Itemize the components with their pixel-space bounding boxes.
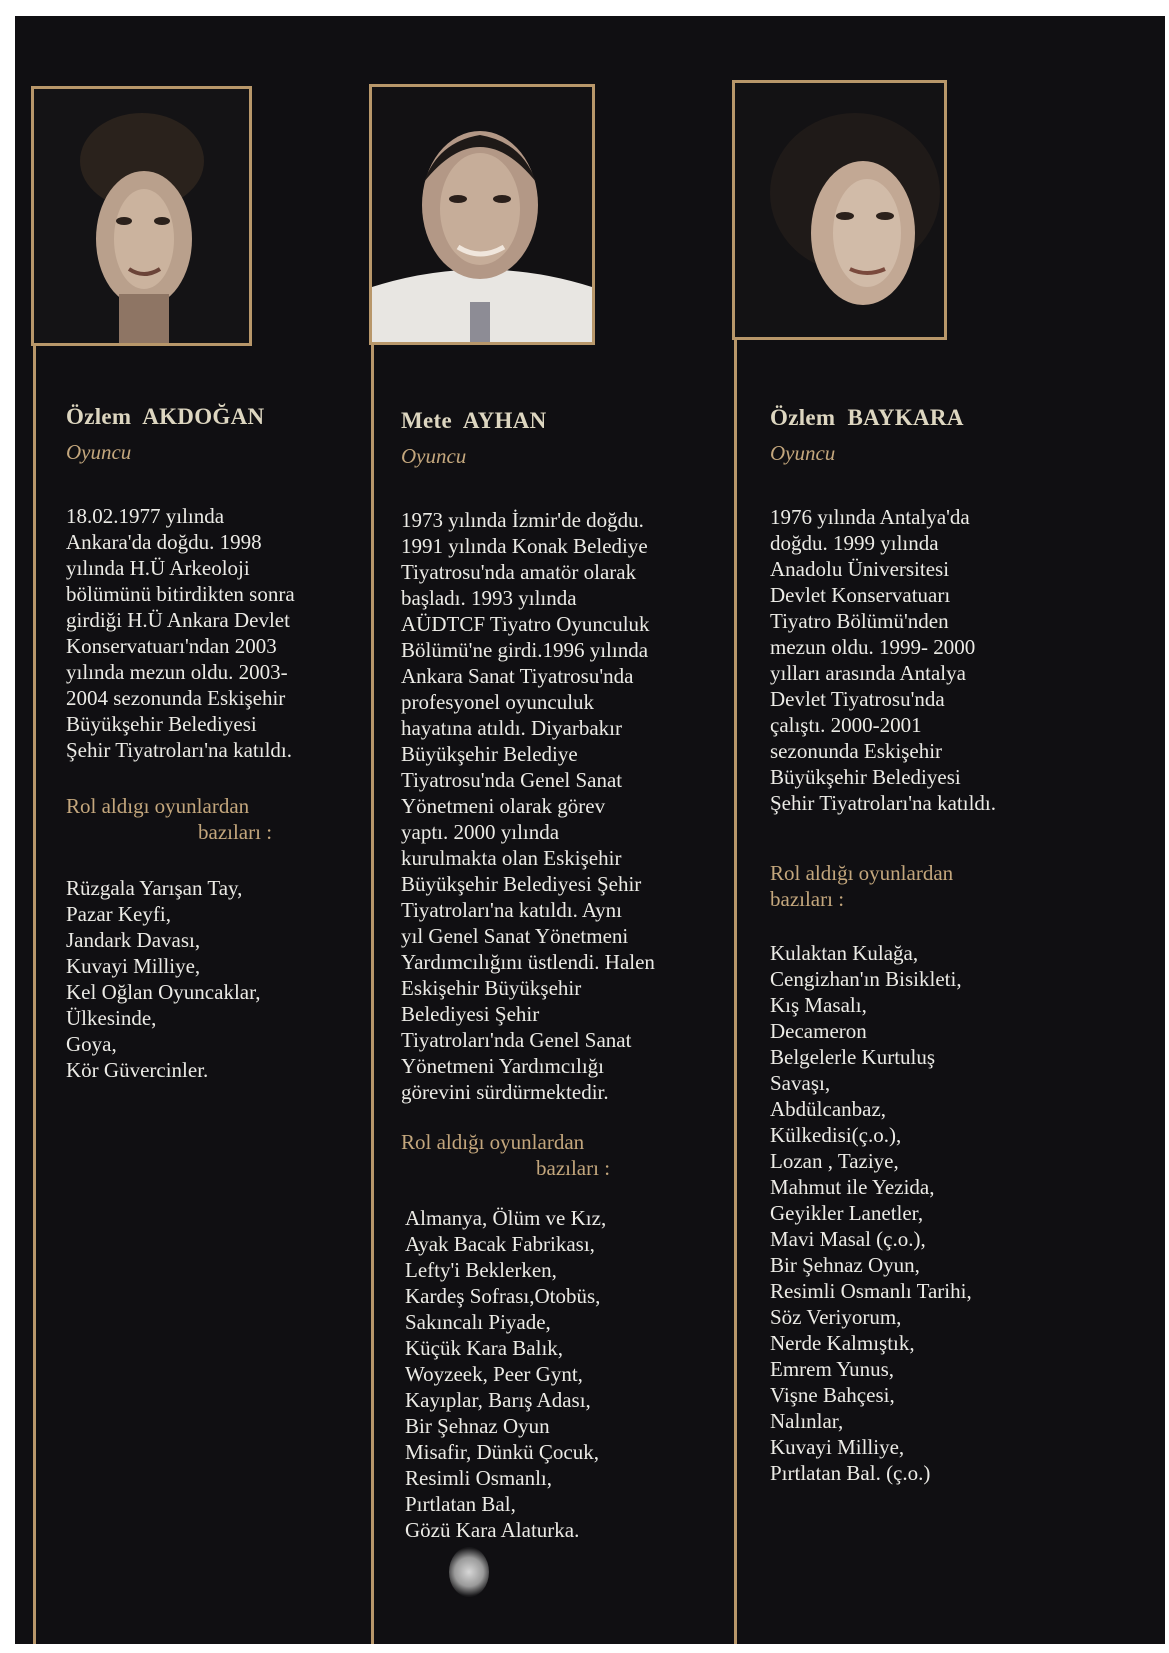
play-item: Goya,	[66, 1032, 117, 1056]
roles-heading-line-1: Rol aldığı oyunlardan	[770, 861, 954, 885]
actor-bio: 1973 yılında İzmir'de doğdu. 1991 yılında Konak Belediye Tiyatrosu'nda amatör olarak başladı. 1993 yılında AÜDTCF Tiyatro Oyunculuk Bölümü'ne girdi.1996 yılında Ankara Sanat Tiyatrosu'nda profesyonel oyunculuk hayatına atıldı. Diyarbakır Büyükşehir Belediye Tiyatrosu'nda Genel Sanat Yönetmeni olarak görev yaptı. 2000 yılında kurulmakta olan Eskişehir Büyükşehir Belediyesi Şehir Tiyatroları'na katıldı. Aynı yıl Genel Sanat Yönetmeni Yardımcılığını üstlendi. Halen Eskişehir Büyükşehir Belediyesi Şehir Tiyatroları'nda Genel Sanat Yönetmeni Yardımcılığı görevini sürdürmektedir.	[401, 508, 655, 1104]
gold-divider-line-3	[734, 338, 737, 1644]
play-item: Kulaktan Kulağa,	[770, 941, 919, 965]
play-item: Abdülcanbaz,	[770, 1097, 887, 1121]
play-item: Kayıplar, Barış Adası,	[405, 1388, 591, 1412]
actor-name	[66, 404, 366, 430]
play-item: Kör Güvercinler.	[66, 1058, 209, 1082]
gold-divider-line-1	[33, 344, 36, 1644]
play-item: Pazar Keyfi,	[66, 902, 171, 926]
play-item: Rüzgala Yarışan Tay,	[66, 876, 243, 900]
actor-bio: 18.02.1977 yılında Ankara'da doğdu. 1998 yılında H.Ü Arkeoloji bölümünü bitirdikten sonra girdiği H.Ü Ankara Devlet Konservatuarı'ndan 2003 yılında mezun oldu. 2003- 2004 sezonunda Eskişehir Büyükşehir Belediyesi Şehir Tiyatroları'na katıldı.	[66, 504, 295, 762]
plays-list	[770, 940, 1070, 1486]
play-item: Kış Masalı,	[770, 993, 867, 1017]
play-item: Pırtlatan Bal,	[405, 1492, 516, 1516]
roles-heading	[770, 860, 1070, 912]
roles-heading-line-2: bazıları :	[536, 1156, 611, 1180]
play-item: Woyzeek, Peer Gynt,	[405, 1362, 583, 1386]
play-item: Kel Oğlan Oyuncaklar,	[66, 980, 261, 1004]
plays-list	[66, 875, 366, 1083]
actor-name	[770, 405, 1070, 431]
play-item: Kuvayi Milliye,	[66, 954, 201, 978]
play-item: Jandark Davası,	[66, 928, 201, 952]
play-item: Gözü Kara Alaturka.	[405, 1518, 580, 1542]
gold-divider-line-2	[371, 343, 374, 1644]
portrait-photo-baykara	[735, 83, 944, 337]
roles-heading-line-2: bazıları :	[770, 887, 845, 911]
play-item: Misafir, Dünkü Çocuk,	[405, 1440, 599, 1464]
play-item: Sakıncalı Piyade,	[405, 1310, 551, 1334]
first-name: Mete	[401, 408, 452, 433]
play-item: Ayak Bacak Fabrikası,	[405, 1232, 595, 1256]
actor-column-ayhan	[401, 408, 711, 1543]
play-item: Bir Şehnaz Oyun,	[770, 1253, 920, 1277]
last-name: BAYKARA	[847, 405, 964, 430]
plays-list	[401, 1205, 711, 1543]
play-item: Ülkesinde,	[66, 1006, 157, 1030]
play-item: Söz Veriyorum,	[770, 1305, 902, 1329]
actor-bio: 1976 yılında Antalya'da doğdu. 1999 yılında Anadolu Üniversitesi Devlet Konservatuarı Tiyatro Bölümü'nden mezun oldu. 1999- 2000 yılları arasında Antalya Devlet Tiyatrosu'nda çalıştı. 2000-2001 sezonunda Eskişehir Büyükşehir Belediyesi Şehir Tiyatroları'na katıldı.	[770, 505, 997, 815]
play-item: Külkedisi(ç.o.),	[770, 1123, 902, 1147]
actor-role: Oyuncu	[66, 440, 132, 464]
play-item: Emrem Yunus,	[770, 1357, 895, 1381]
last-name: AKDOĞAN	[142, 404, 265, 429]
roles-heading-line-1: Rol aldıgı oyunlardan	[66, 794, 250, 818]
play-item: Almanya, Ölüm ve Kız,	[405, 1206, 607, 1230]
play-item: Nalınlar,	[770, 1409, 844, 1433]
play-item: Decameron	[770, 1019, 867, 1043]
actor-column-baykara	[770, 405, 1070, 1486]
play-item: Kuvayi Milliye,	[770, 1435, 905, 1459]
roles-heading-line-2: bazıları :	[198, 820, 273, 844]
play-item: Vişne Bahçesi,	[770, 1383, 895, 1407]
actor-role: Oyuncu	[770, 441, 836, 465]
photo-frame-baykara	[732, 80, 947, 340]
play-item: Kardeş Sofrası,Otobüs,	[405, 1284, 601, 1308]
play-item: Lefty'i Beklerken,	[405, 1258, 557, 1282]
play-item: Küçük Kara Balık,	[405, 1336, 564, 1360]
roles-heading	[66, 793, 366, 845]
actor-role: Oyuncu	[401, 444, 467, 468]
actor-column-akdogan	[66, 404, 366, 1083]
play-item: Belgelerle Kurtuluş	[770, 1045, 936, 1069]
play-item: Savaşı,	[770, 1071, 831, 1095]
last-name: AYHAN	[462, 408, 547, 433]
play-item: Geyikler Lanetler,	[770, 1201, 924, 1225]
photo-frame-ayhan	[369, 84, 595, 345]
roles-heading-line-1: Rol aldığı oyunlardan	[401, 1130, 585, 1154]
actor-name	[401, 408, 711, 434]
play-item: Resimli Osmanlı,	[405, 1466, 552, 1490]
portrait-photo-akdogan	[34, 89, 249, 343]
play-item: Pırtlatan Bal. (ç.o.)	[770, 1461, 931, 1485]
play-item: Cengizhan'ın Bisikleti,	[770, 967, 962, 991]
play-item: Mahmut ile Yezida,	[770, 1175, 935, 1199]
roles-heading	[401, 1129, 711, 1181]
play-item: Mavi Masal (ç.o.),	[770, 1227, 926, 1251]
play-item: Nerde Kalmıştık,	[770, 1331, 915, 1355]
first-name: Özlem	[66, 404, 132, 429]
play-item: Resimli Osmanlı Tarihi,	[770, 1279, 972, 1303]
first-name: Özlem	[770, 405, 836, 430]
play-item: Bir Şehnaz Oyun	[405, 1414, 550, 1438]
ink-smudge	[449, 1547, 489, 1597]
photo-frame-akdogan	[31, 86, 252, 346]
portrait-photo-ayhan	[372, 87, 592, 342]
play-item: Lozan , Taziye,	[770, 1149, 899, 1173]
